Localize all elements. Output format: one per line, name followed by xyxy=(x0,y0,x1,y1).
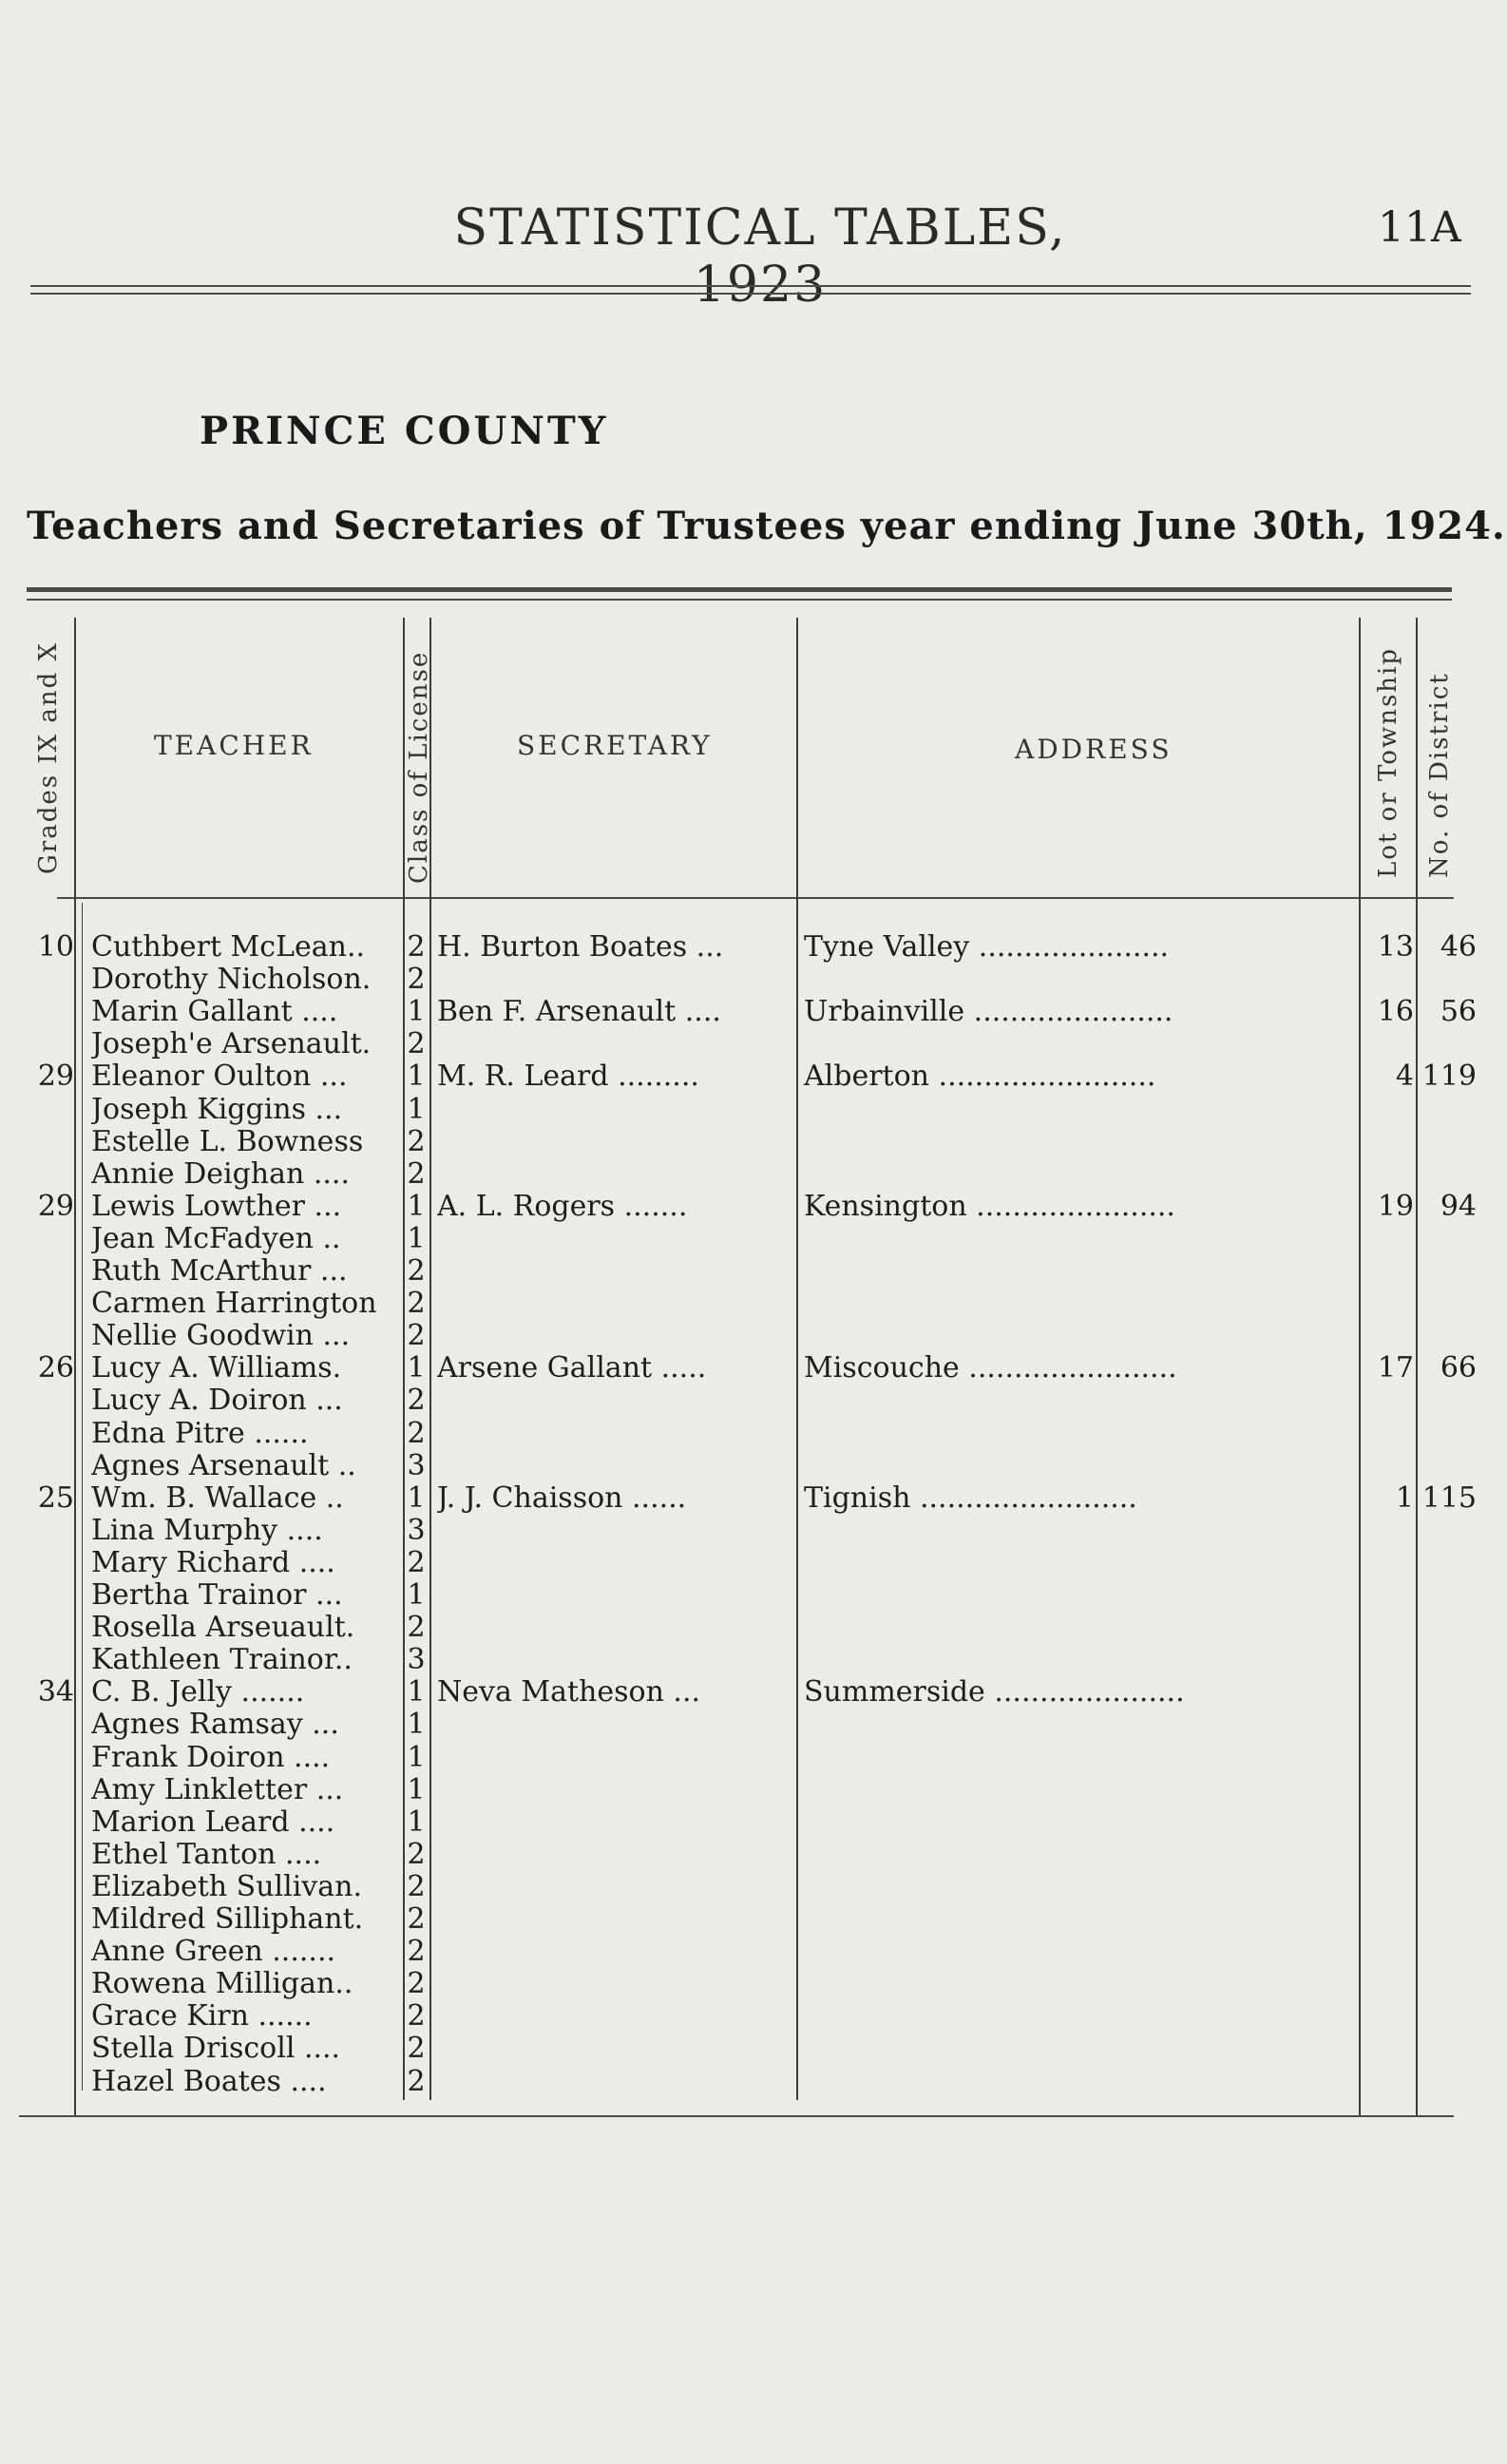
class-cell: 1 xyxy=(407,1741,426,1774)
secretary-cell: Ben F. Arsenault .... xyxy=(437,996,721,1029)
class-cell: 2 xyxy=(407,1288,426,1321)
class-cell: 2 xyxy=(407,1417,426,1450)
class-cell: 2 xyxy=(407,931,426,964)
class-cell: 2 xyxy=(407,1385,426,1418)
table-row xyxy=(0,1450,1507,1482)
teacher-cell: Joseph Kiggins ... xyxy=(91,1093,343,1126)
class-cell: 1 xyxy=(407,1805,426,1839)
table-row xyxy=(0,1742,1507,1774)
class-cell: 2 xyxy=(407,2065,426,2098)
class-cell: 2 xyxy=(407,1838,426,1871)
table-row xyxy=(0,1060,1507,1093)
teacher-cell: Bertha Trainor ... xyxy=(91,1579,343,1612)
class-cell: 1 xyxy=(407,1773,426,1806)
teacher-cell: Mary Richard .... xyxy=(91,1546,335,1579)
address-cell: Alberton ........................ xyxy=(804,1060,1156,1094)
table-row xyxy=(0,1676,1507,1709)
column-header-secretary: SECRETARY xyxy=(517,730,713,761)
class-cell: 3 xyxy=(407,1514,426,1547)
lot-cell: 13 xyxy=(1377,931,1414,964)
class-cell: 2 xyxy=(407,1903,426,1936)
district-cell: 115 xyxy=(1421,1481,1477,1515)
table-row xyxy=(0,1612,1507,1644)
class-cell: 2 xyxy=(407,1320,426,1353)
table-row xyxy=(0,1774,1507,1806)
teacher-cell: Hazel Boates .... xyxy=(91,2065,327,2098)
table-rule-top xyxy=(27,587,1452,592)
class-cell: 2 xyxy=(407,1612,426,1645)
class-cell: 2 xyxy=(407,1157,426,1191)
teacher-cell: Elizabeth Sullivan. xyxy=(91,1870,362,1903)
grades-cell: 25 xyxy=(37,1481,74,1515)
teacher-cell: Eleanor Oulton ... xyxy=(91,1060,348,1094)
table-row xyxy=(0,1968,1507,2000)
table-row xyxy=(0,1547,1507,1579)
class-cell: 1 xyxy=(407,1222,426,1255)
teacher-cell: Ruth McArthur ... xyxy=(91,1255,348,1288)
secretary-cell: A. L. Rogers ....... xyxy=(437,1190,688,1223)
header-rule-bottom xyxy=(30,293,1471,295)
teacher-cell: Lucy A. Doiron ... xyxy=(91,1385,343,1418)
class-cell: 1 xyxy=(407,996,426,1029)
class-cell: 2 xyxy=(407,1546,426,1579)
table-row xyxy=(0,1644,1507,1676)
table-row xyxy=(0,1191,1507,1223)
teacher-cell: Agnes Arsenault .. xyxy=(91,1449,356,1482)
secretary-cell: Arsene Gallant ..... xyxy=(437,1352,707,1385)
table-row xyxy=(0,1515,1507,1547)
teacher-cell: Rowena Milligan.. xyxy=(91,1968,353,2001)
teacher-cell: Edna Pitre ...... xyxy=(91,1417,309,1450)
teacher-cell: Carmen Harrington xyxy=(91,1288,377,1321)
address-cell: Kensington ...................... xyxy=(804,1190,1175,1223)
table-row xyxy=(0,1126,1507,1158)
class-cell: 2 xyxy=(407,2033,426,2066)
class-cell: 1 xyxy=(407,1352,426,1385)
teacher-cell: Rosella Arseuault. xyxy=(91,1612,355,1645)
address-cell: Tignish ........................ xyxy=(804,1481,1137,1515)
class-cell: 2 xyxy=(407,1028,426,1061)
page-number: 11A xyxy=(1378,203,1461,252)
header-rule-top xyxy=(30,285,1471,287)
table-row xyxy=(0,2066,1507,2098)
grades-cell: 34 xyxy=(37,1676,74,1710)
class-cell: 3 xyxy=(407,1644,426,1677)
table-row xyxy=(0,1158,1507,1191)
table-row xyxy=(0,1320,1507,1352)
table-row xyxy=(0,1709,1507,1741)
teacher-cell: Amy Linkletter ... xyxy=(91,1773,344,1806)
district-cell: 46 xyxy=(1440,931,1477,964)
teacher-cell: Anne Green ....... xyxy=(91,1936,336,1969)
teacher-cell: Ethel Tanton .... xyxy=(91,1838,322,1871)
secretary-cell: Neva Matheson ... xyxy=(437,1676,701,1710)
secretary-cell: H. Burton Boates ... xyxy=(437,931,724,964)
table-rule-bottom xyxy=(19,2115,1454,2117)
teacher-cell: Lina Murphy .... xyxy=(91,1514,323,1547)
column-header-lot: Lot or Township xyxy=(1374,646,1402,878)
teacher-cell: Grace Kirn ...... xyxy=(91,2000,313,2034)
class-cell: 3 xyxy=(407,1449,426,1482)
teacher-cell: C. B. Jelly ....... xyxy=(91,1676,305,1710)
header-rule-under xyxy=(57,897,1454,899)
grades-cell: 10 xyxy=(37,931,74,964)
grades-cell: 26 xyxy=(37,1352,74,1385)
table-row xyxy=(0,1255,1507,1288)
teacher-cell: Dorothy Nicholson. xyxy=(91,964,372,997)
column-header-class: Class of License xyxy=(405,650,433,884)
lot-cell: 1 xyxy=(1395,1481,1414,1515)
class-cell: 2 xyxy=(407,1255,426,1288)
table-row xyxy=(0,1871,1507,1903)
address-cell: Miscouche ....................... xyxy=(804,1352,1177,1385)
class-cell: 2 xyxy=(407,1870,426,1903)
teacher-cell: Mildred Silliphant. xyxy=(91,1903,364,1936)
class-cell: 1 xyxy=(407,1709,426,1742)
table-row xyxy=(0,1385,1507,1417)
lot-cell: 17 xyxy=(1377,1352,1414,1385)
table-row xyxy=(0,1936,1507,1968)
table-row xyxy=(0,996,1507,1028)
table-row xyxy=(0,1418,1507,1450)
teacher-cell: Stella Driscoll .... xyxy=(91,2033,341,2066)
column-header-grades: Grades IX and X xyxy=(34,640,63,874)
table-row xyxy=(0,1482,1507,1515)
table-row xyxy=(0,931,1507,964)
district-cell: 66 xyxy=(1440,1352,1477,1385)
table-row xyxy=(0,2000,1507,2033)
teacher-cell: Cuthbert McLean.. xyxy=(91,931,366,964)
district-cell: 94 xyxy=(1440,1190,1477,1223)
secretary-cell: M. R. Leard ......... xyxy=(437,1060,699,1094)
table-row xyxy=(0,1839,1507,1871)
table-subtitle: Teachers and Secretaries of Trustees year ending June 30th, 1924. xyxy=(27,504,1506,548)
class-cell: 1 xyxy=(407,1190,426,1223)
teacher-cell: Frank Doiron .... xyxy=(91,1741,331,1774)
class-cell: 2 xyxy=(407,1936,426,1969)
class-cell: 2 xyxy=(407,2000,426,2034)
column-header-district: No. of District xyxy=(1425,672,1454,878)
teacher-cell: Nellie Goodwin ... xyxy=(91,1320,351,1353)
class-cell: 1 xyxy=(407,1579,426,1612)
column-header-teacher: TEACHER xyxy=(154,730,314,761)
class-cell: 1 xyxy=(407,1676,426,1710)
teacher-cell: Estelle L. Bowness xyxy=(91,1125,364,1158)
address-cell: Urbainville ...................... xyxy=(804,996,1173,1029)
class-cell: 1 xyxy=(407,1060,426,1094)
table-row xyxy=(0,1288,1507,1320)
table-row xyxy=(0,1094,1507,1126)
table-row xyxy=(0,1806,1507,1839)
teacher-cell: Annie Deighan .... xyxy=(91,1157,351,1191)
column-header-address: ADDRESS xyxy=(1015,734,1173,765)
table-row xyxy=(0,964,1507,996)
class-cell: 2 xyxy=(407,964,426,997)
table-row xyxy=(0,1028,1507,1060)
table-row xyxy=(0,2033,1507,2065)
table-rule-top-thin xyxy=(27,599,1452,601)
class-cell: 2 xyxy=(407,1125,426,1158)
district-cell: 56 xyxy=(1440,996,1477,1029)
grades-cell: 29 xyxy=(37,1060,74,1094)
grades-cell: 29 xyxy=(37,1190,74,1223)
table-row xyxy=(0,1903,1507,1936)
class-cell: 1 xyxy=(407,1481,426,1515)
table-row xyxy=(0,1223,1507,1255)
lot-cell: 4 xyxy=(1395,1060,1414,1094)
class-cell: 1 xyxy=(407,1093,426,1126)
teacher-cell: Kathleen Trainor.. xyxy=(91,1644,353,1677)
lot-cell: 16 xyxy=(1377,996,1414,1029)
teacher-cell: Marion Leard .... xyxy=(91,1805,335,1839)
county-heading: PRINCE COUNTY xyxy=(200,409,609,453)
teacher-cell: Jean McFadyen .. xyxy=(91,1222,341,1255)
table-row xyxy=(0,1579,1507,1612)
address-cell: Tyne Valley ..................... xyxy=(804,931,1170,964)
teacher-cell: Lucy A. Williams. xyxy=(91,1352,342,1385)
table-row xyxy=(0,1352,1507,1385)
lot-cell: 19 xyxy=(1377,1190,1414,1223)
class-cell: 2 xyxy=(407,1968,426,2001)
teacher-cell: Wm. B. Wallace .. xyxy=(91,1481,344,1515)
teacher-cell: Marin Gallant .... xyxy=(91,996,338,1029)
running-title: STATISTICAL TABLES, xyxy=(453,200,1067,257)
teacher-cell: Joseph'e Arsenault. xyxy=(91,1028,372,1061)
address-cell: Summerside ..................... xyxy=(804,1676,1185,1710)
teacher-cell: Lewis Lowther ... xyxy=(91,1190,342,1223)
district-cell: 119 xyxy=(1421,1060,1477,1094)
teacher-cell: Agnes Ramsay ... xyxy=(91,1709,339,1742)
secretary-cell: J. J. Chaisson ...... xyxy=(437,1481,687,1515)
